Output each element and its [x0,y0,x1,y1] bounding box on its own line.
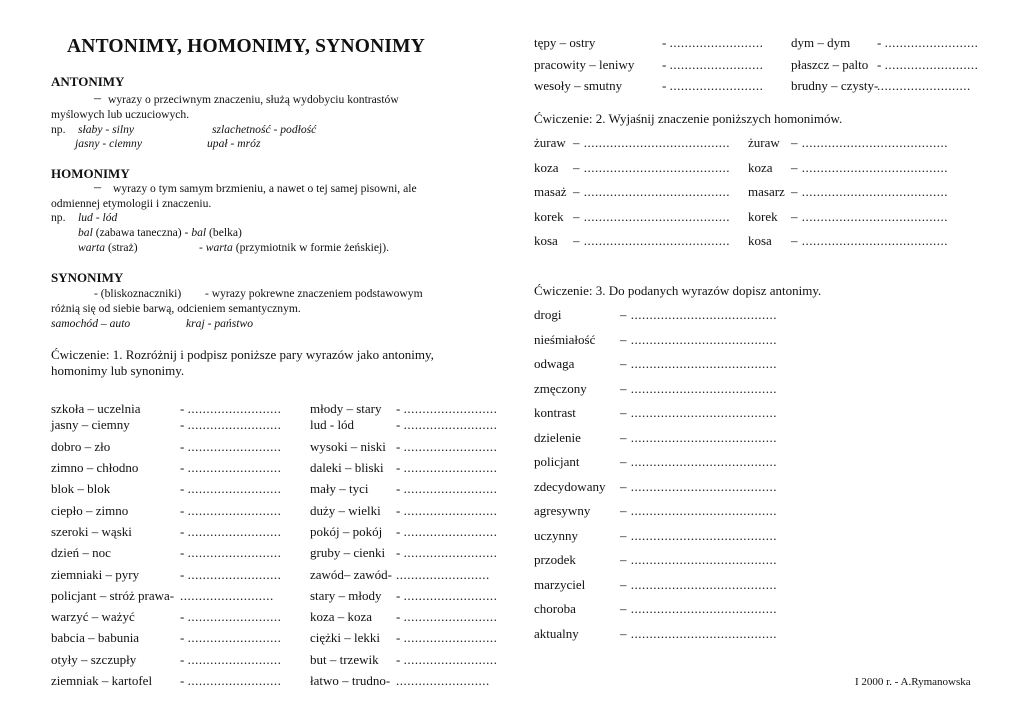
answer-blank[interactable] [662,35,763,51]
answer-blank[interactable] [180,401,281,417]
answer-dots: ......................... [396,567,490,582]
exercise-pair: dym – dym [791,35,851,50]
homonimy-example-2-meaning: (zabawa taneczna) - [92,226,192,239]
answer-separator: - [180,609,188,624]
answer-blank[interactable]: – ....................................... [620,381,777,396]
homonimy-example-2 [78,226,242,239]
homonimy-example-2-meaning-b: (belka) [206,226,242,239]
answer-blank[interactable] [180,417,281,433]
answer-dots: ......................... [403,609,498,624]
homonimy-example-3-word: warta [78,241,106,254]
exercise-pair: blok – blok [51,481,111,496]
answer-blank[interactable]: – ....................................... [791,160,948,175]
answer-dots: ......................... [403,588,498,603]
synonimy-lead: - (bliskoznaczniki) [94,287,182,300]
exercise-pair: szkoła – uczelnia [51,401,141,416]
answer-separator: - [396,460,404,475]
exercise-pair: babcia – babunia [51,630,140,645]
exercise-word: masaż [534,184,567,199]
exercise-word: kontrast [534,405,576,420]
homonimy-example-3-meaning: (straż) [105,241,138,254]
answer-blank[interactable] [396,417,497,433]
answer-blank[interactable]: – ....................................... [791,233,948,248]
answer-blank[interactable] [662,78,763,94]
answer-dots: ......................... [403,503,498,518]
exercise2-instruction: Ćwiczenie: 2. Wyjaśnij znaczenie poniższych homonimów. [534,111,843,126]
answer-separator: - [180,401,188,416]
exercise-word: odwaga [534,356,575,371]
exercise-word: uczynny [534,528,579,543]
exercise-pair: daleki – bliski [310,460,384,475]
exercise-pair: płaszcz – palto [791,56,869,72]
answer-dots: ......................... [187,652,282,667]
answer-blank[interactable]: – ....................................... [791,209,948,224]
exercise-pair: gruby – cienki [310,545,386,560]
answer-blank[interactable] [180,481,281,497]
answer-dots: ......................... [187,503,282,518]
answer-dots: ......................... [403,460,498,475]
answer-separator: - [180,652,188,667]
homonimy-example-3-meaning-b: (przymiotnik w formie żeńskiej). [232,241,389,254]
answer-separator: - [396,417,404,432]
exercise-word: żuraw [748,135,780,150]
answer-blank[interactable]: – ....................................... [791,135,948,150]
synonimy-example-2: kraj - państwo [186,317,253,330]
homonimy-example-3-word-b: warta [205,241,233,254]
antonimy-example-2a: jasny - ciemny [75,137,142,150]
answer-blank[interactable]: – ....................................... [620,503,777,518]
answer-separator: - [180,481,188,496]
answer-separator: - [396,524,404,539]
answer-dots: ......................... [884,56,979,72]
exercise-pair: mały – tyci [310,481,369,496]
exercise-pair: stary – młody [310,588,382,603]
exercise-pair: pracowity – leniwy [534,56,635,72]
exercise-pair: ziemniaki – pyry [51,567,140,582]
exercise-pair: łatwo – trudno- [310,673,391,688]
exercise-pair: dobro – zło [51,439,111,454]
answer-blank[interactable] [396,588,497,604]
answer-separator: - [396,481,404,496]
answer-blank[interactable]: – ....................................... [791,184,948,199]
answer-dots: ......................... [187,630,282,645]
answer-dots: ......................... [403,401,498,416]
answer-dots: ......................... [669,78,764,93]
exercise-word: drogi [534,307,562,322]
answer-dots: ......................... [669,35,764,50]
answer-dots: ......................... [403,652,498,667]
answer-blank[interactable] [396,652,497,668]
answer-dots: ......................... [187,481,282,496]
exercise-pair: otyły – szczupły [51,652,137,667]
answer-blank[interactable]: – ....................................... [620,577,777,592]
answer-dots: ......................... [403,524,498,539]
answer-separator: - [396,401,404,416]
exercise-word: choroba [534,601,576,616]
answer-blank[interactable] [396,524,497,540]
answer-blank[interactable] [396,609,497,625]
answer-separator: - [396,503,404,518]
answer-blank[interactable] [180,567,281,583]
page-title: ANTONIMY, HOMONIMY, SYNONIMY [67,36,426,57]
exercise-word: policjant [534,454,580,469]
answer-blank[interactable] [180,673,281,689]
exercise-pair: warzyć – ważyć [51,609,135,624]
answer-blank[interactable]: – ....................................... [573,233,730,248]
answer-dots: ......................... [884,35,979,50]
exercise-pair: lud - lód [310,417,355,432]
antonimy-dash: – [94,91,101,106]
answer-blank[interactable] [396,567,490,583]
homonimy-np: np. [51,211,66,224]
answer-blank[interactable]: – ....................................... [573,184,730,199]
answer-dots: ......................... [403,439,498,454]
exercise-pair: pokój – pokój [310,524,383,539]
answer-dots: ......................... [403,630,498,645]
exercise-pair: jasny – ciemny [51,417,130,432]
exercise3-instruction: Ćwiczenie: 3. Do podanych wyrazów dopisz antonimy. [534,283,822,298]
homonimy-example-3a [78,241,138,254]
answer-blank[interactable] [877,78,971,94]
answer-separator: - [396,609,404,624]
answer-blank[interactable]: – ....................................... [620,356,777,371]
answer-blank[interactable] [180,439,281,455]
answer-separator: - [662,78,670,93]
answer-separator: - [180,439,188,454]
answer-separator: - [662,35,670,50]
homonimy-dash: – [94,180,101,195]
homonimy-heading: HOMONIMY [51,166,130,181]
answer-blank[interactable]: – ....................................... [620,332,777,347]
answer-separator: - [180,630,188,645]
answer-separator: - [396,630,404,645]
answer-blank[interactable] [180,503,281,519]
answer-blank[interactable] [396,673,490,689]
answer-separator: - [180,545,188,560]
answer-blank[interactable] [877,57,978,73]
answer-blank[interactable] [180,524,281,540]
exercise-word: aktualny [534,626,579,641]
answer-dots: ......................... [187,417,282,432]
answer-blank[interactable] [396,503,497,519]
answer-dots: ......................... [403,545,498,560]
exercise-word: kosa [534,233,558,248]
homonimy-example-2-word: bal [78,226,93,239]
exercise-word: marzyciel [534,577,586,592]
answer-blank[interactable] [662,57,763,73]
answer-separator: - [180,524,188,539]
answer-blank[interactable] [396,401,497,417]
antonimy-example-1a: słaby - silny [78,123,135,136]
answer-separator: - [396,545,404,560]
answer-blank[interactable]: – ....................................... [620,430,777,445]
answer-blank[interactable]: – ....................................... [573,135,730,150]
answer-blank[interactable]: – ....................................... [620,601,777,616]
exercise1-instruction-2: homonimy lub synonimy. [51,363,185,378]
exercise-pair: dzień – noc [51,545,111,560]
answer-separator: - [180,673,188,688]
answer-separator: - [396,439,404,454]
answer-blank[interactable]: – ....................................... [620,626,777,641]
exercise-pair: ziemniak – kartofel [51,673,153,688]
answer-blank[interactable] [396,545,497,561]
synonimy-definition-2: różnią się od siebie barwą, odcieniem semantycznym. [51,302,301,315]
answer-blank[interactable] [180,652,281,668]
answer-separator: - [877,35,885,50]
antonimy-heading: ANTONIMY [51,74,125,89]
answer-dots: ......................... [403,417,498,432]
answer-blank[interactable] [180,588,274,604]
exercise1-instruction-1: Ćwiczenie: 1. Rozróżnij i podpisz poniższe pary wyrazów jako antonimy, [51,347,434,362]
answer-dots: ......................... [187,460,282,475]
answer-dots: ......................... [187,545,282,560]
answer-separator: - [180,503,188,518]
homonimy-example-2-word-b: bal [191,226,207,239]
answer-blank[interactable]: – ....................................... [620,479,777,494]
answer-dots: ......................... [187,567,282,582]
answer-separator: - [662,56,670,72]
answer-blank[interactable] [180,630,281,646]
synonimy-heading: SYNONIMY [51,270,124,285]
footer-author: I 2000 r. - A.Rymanowska [855,676,971,688]
answer-blank[interactable] [180,545,281,561]
answer-blank[interactable]: – ....................................... [573,209,730,224]
answer-blank[interactable]: – ....................................... [573,160,730,175]
answer-blank[interactable] [396,481,497,497]
answer-blank[interactable] [396,439,497,455]
exercise-pair: zimno – chłodno [51,460,139,475]
answer-blank[interactable]: – ....................................... [620,307,777,322]
antonimy-definition-1: wyrazy o przeciwnym znaczeniu, służą wydobyciu kontrastów [108,93,399,106]
answer-blank[interactable]: – ....................................... [620,552,777,567]
exercise-word: koza [748,160,773,175]
exercise-pair: duży – wielki [310,503,381,518]
antonimy-np: np. [51,123,66,136]
exercise-pair: szeroki – wąski [51,524,132,539]
answer-blank[interactable]: – ....................................... [620,405,777,420]
answer-dots: ......................... [187,609,282,624]
homonimy-example-1: lud - lód [78,211,118,224]
antonimy-example-1b: szlachetność - podłość [212,123,317,136]
antonimy-definition-2: myślowych lub uczuciowych. [51,108,190,121]
answer-blank[interactable]: – ....................................... [620,454,777,469]
exercise-word: żuraw [534,135,566,150]
answer-dots: ......................... [187,439,282,454]
exercise-pair: wesoły – smutny [534,78,623,93]
exercise-word: korek [534,209,564,224]
answer-dots: ......................... [877,78,971,93]
exercise-pair: wysoki – niski [310,439,386,454]
answer-blank[interactable] [180,609,281,625]
exercise-word: dzielenie [534,430,581,445]
exercise-word: zmęczony [534,381,587,396]
exercise-pair: ciepło – zimno [51,503,129,518]
exercise-pair: tępy – ostry [534,35,596,50]
exercise-word: nieśmiałość [534,332,596,347]
answer-dots: ......................... [669,56,764,72]
exercise-pair: zawód– zawód- [310,567,392,582]
exercise-pair: policjant – stróż prawa- [51,588,175,603]
answer-blank[interactable] [180,460,281,476]
answer-separator: - [396,652,404,667]
answer-separator: - [877,56,885,72]
answer-dots: ......................... [187,401,282,416]
answer-blank[interactable] [396,630,497,646]
exercise-word: koza [534,160,559,175]
answer-dots: ......................... [187,524,282,539]
answer-dots: ......................... [180,588,274,603]
answer-blank[interactable] [396,460,497,476]
answer-dots: ......................... [396,673,490,688]
homonimy-definition-2: odmiennej etymologii i znaczeniu. [51,197,212,210]
exercise-pair: koza – koza [310,609,373,624]
homonimy-example-3-sep: - [199,241,206,254]
antonimy-example-2b: upał - mróz [207,137,261,150]
exercise-pair: but – trzewik [310,652,379,667]
exercise-pair: ciężki – lekki [310,630,381,645]
exercise-pair: brudny – czysty- [791,78,879,93]
answer-separator: - [396,588,404,603]
answer-dots: ......................... [403,481,498,496]
homonimy-example-3b [199,241,389,254]
exercise-word: zdecydowany [534,479,606,494]
answer-separator: - [180,460,188,475]
exercise-word: przodek [534,552,576,567]
exercise-word: kosa [748,233,772,248]
exercise-word: korek [748,209,778,224]
answer-dots: ......................... [187,673,282,688]
synonimy-definition-1: - wyrazy pokrewne znaczeniem podstawowym [205,287,423,300]
exercise-word: agresywny [534,503,591,518]
homonimy-definition-1: wyrazy o tym samym brzmieniu, a nawet o tej samej pisowni, ale [113,182,417,195]
answer-blank[interactable]: – ....................................... [620,528,777,543]
answer-separator: - [180,567,188,582]
answer-separator: - [180,417,188,432]
synonimy-example-1: samochód – auto [51,317,131,330]
exercise-word: masarz [748,184,785,199]
answer-blank[interactable] [877,35,978,51]
exercise-pair: młody – stary [310,401,382,416]
